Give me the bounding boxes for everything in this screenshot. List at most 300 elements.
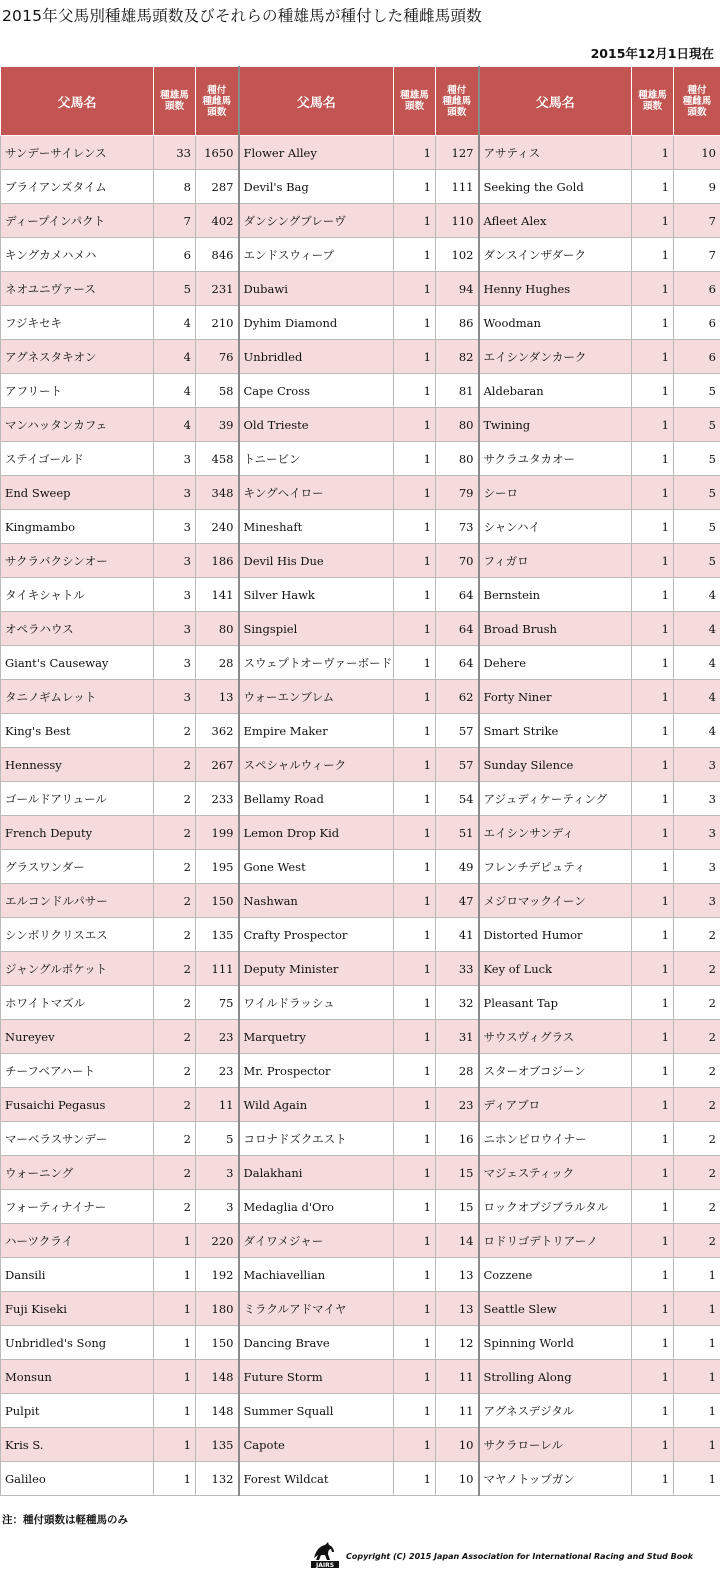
sire-name-cell: ロドリゴデトリアーノ [479,1224,632,1258]
stallion-count-cell: 1 [632,782,674,816]
mare-count-cell: 28 [196,646,239,680]
mare-count-cell: 3 [196,1156,239,1190]
footnote: 注：種付頭数は軽種馬のみ [2,1514,128,1526]
mare-count-cell: 39 [196,408,239,442]
sire-name-cell: Dalakhani [239,1156,394,1190]
header-stallion-count [394,67,436,136]
mare-count-cell: 79 [436,476,479,510]
header-mare-count [674,67,720,136]
mare-count-cell: 32 [436,986,479,1020]
mare-count-cell: 846 [196,238,239,272]
sire-name-cell: フォーティナイナー [1,1190,154,1224]
stallion-count-cell: 1 [632,680,674,714]
mare-count-cell: 31 [436,1020,479,1054]
sire-name-cell: エンドスウィープ [239,238,394,272]
stallion-count-cell: 1 [632,1326,674,1360]
mare-count-cell: 75 [196,986,239,1020]
stallion-count-cell: 1 [632,884,674,918]
sire-name-cell: シンボリクリスエス [1,918,154,952]
sire-name-cell: Machiavellian [239,1258,394,1292]
stallion-count-cell: 1 [632,952,674,986]
stallion-count-cell: 1 [394,340,436,374]
sire-name-cell: Kingmambo [1,510,154,544]
mare-count-cell: 58 [196,374,239,408]
mare-count-cell: 102 [436,238,479,272]
mare-count-cell: 233 [196,782,239,816]
jairs-logo [310,1540,340,1568]
mare-count-cell: 80 [196,612,239,646]
sire-name-cell: Devil His Due [239,544,394,578]
mare-count-cell: 5 [196,1122,239,1156]
mare-count-cell: 2 [674,1224,720,1258]
mare-count-cell: 7 [674,204,720,238]
stallion-count-cell: 6 [154,238,196,272]
mare-count-cell: 231 [196,272,239,306]
stallion-count-cell: 1 [394,510,436,544]
mare-count-cell: 4 [674,578,720,612]
table-row [1,918,720,952]
stallion-count-cell: 1 [632,204,674,238]
table-row [1,680,720,714]
sire-name-cell: サクラローレル [479,1428,632,1462]
sire-name-cell: Flower Alley [239,136,394,170]
mare-count-cell: 2 [674,1020,720,1054]
header-stallion-count-line1: 種雄馬 [638,90,667,101]
header-mare-count-line3: 頭数 [687,106,707,118]
stallion-count-cell: 1 [394,646,436,680]
sire-name-cell: Hennessy [1,748,154,782]
stallion-count-cell: 1 [154,1428,196,1462]
stallion-count-cell: 1 [394,714,436,748]
logo-text: JAIRS [315,1562,335,1568]
mare-count-cell: 1 [674,1462,720,1496]
mare-count-cell: 73 [436,510,479,544]
sire-name-cell: Gone West [239,850,394,884]
sire-name-cell: アグネスタキオン [1,340,154,374]
sire-name-cell: Crafty Prospector [239,918,394,952]
header-mare-count-line3: 頭数 [207,106,227,118]
mare-count-cell: 1 [674,1428,720,1462]
header-stallion-count-line1: 種雄馬 [160,90,189,101]
table-row [1,1292,720,1326]
mare-count-cell: 12 [436,1326,479,1360]
sire-name-cell: ホワイトマズル [1,986,154,1020]
mare-count-cell: 132 [196,1462,239,1496]
table-row [1,272,720,306]
mare-count-cell: 402 [196,204,239,238]
mare-count-cell: 1 [674,1292,720,1326]
sire-name-cell: Forty Niner [479,680,632,714]
stallion-count-cell: 1 [632,238,674,272]
mare-count-cell: 33 [436,952,479,986]
mare-count-cell: 3 [674,816,720,850]
sire-name-cell: Wild Again [239,1088,394,1122]
stallion-count-cell: 1 [154,1462,196,1496]
mare-count-cell: 2 [674,1156,720,1190]
header-sire-name: 父馬名 [479,67,632,136]
stallion-count-cell: 1 [632,306,674,340]
table-row [1,1462,720,1496]
sire-name-cell: Sunday Silence [479,748,632,782]
table-row [1,850,720,884]
sire-name-cell: Woodman [479,306,632,340]
mare-count-cell: 150 [196,1326,239,1360]
mare-count-cell: 64 [436,578,479,612]
mare-count-cell: 23 [196,1020,239,1054]
stallion-count-cell: 1 [632,544,674,578]
stallion-count-cell: 1 [394,1122,436,1156]
table-row [1,578,720,612]
mare-count-cell: 6 [674,306,720,340]
mare-count-cell: 348 [196,476,239,510]
stallion-count-cell: 1 [394,408,436,442]
sire-name-cell: タイキシャトル [1,578,154,612]
sire-name-cell: アジュディケーティング [479,782,632,816]
mare-count-cell: 13 [436,1258,479,1292]
header-sire-name: 父馬名 [1,67,154,136]
stallion-count-cell: 1 [632,476,674,510]
mare-count-cell: 2 [674,918,720,952]
mare-count-cell: 49 [436,850,479,884]
mare-count-cell: 94 [436,272,479,306]
mare-count-cell: 1 [674,1360,720,1394]
sire-name-cell: Empire Maker [239,714,394,748]
mare-count-cell: 57 [436,714,479,748]
stallion-count-cell: 8 [154,170,196,204]
mare-count-cell: 11 [196,1088,239,1122]
sire-name-cell: エルコンドルパサー [1,884,154,918]
stallion-count-cell: 1 [632,1054,674,1088]
horse-logo-icon [310,1540,340,1568]
stallion-count-cell: 1 [632,1360,674,1394]
stallion-count-cell: 3 [154,578,196,612]
stallion-count-cell: 1 [394,748,436,782]
table-row [1,136,720,170]
sire-name-cell: Mr. Prospector [239,1054,394,1088]
table-row [1,510,720,544]
header-sire-name: 父馬名 [239,67,394,136]
stallion-count-cell: 3 [154,680,196,714]
stallion-count-cell: 1 [394,272,436,306]
stallion-count-cell: 1 [394,442,436,476]
stallion-count-cell: 1 [394,884,436,918]
stallion-count-cell: 1 [632,374,674,408]
mare-count-cell: 4 [674,612,720,646]
mare-count-cell: 2 [674,1088,720,1122]
mare-count-cell: 4 [674,680,720,714]
stallion-count-cell: 1 [394,374,436,408]
stallion-count-cell: 4 [154,408,196,442]
stallion-count-cell: 1 [632,578,674,612]
stallion-count-cell: 1 [394,816,436,850]
sire-name-cell: ウォーニング [1,1156,154,1190]
sire-name-cell: Bernstein [479,578,632,612]
stallion-count-cell: 1 [394,238,436,272]
sire-name-cell: キングヘイロー [239,476,394,510]
table-row [1,1326,720,1360]
table-row [1,748,720,782]
stallion-count-cell: 1 [394,1394,436,1428]
stallion-count-cell: 3 [154,544,196,578]
sire-name-cell: Singspiel [239,612,394,646]
sire-name-cell: Nashwan [239,884,394,918]
sire-name-cell: フィガロ [479,544,632,578]
stallion-count-cell: 2 [154,952,196,986]
mare-count-cell: 41 [436,918,479,952]
stallion-count-cell: 4 [154,340,196,374]
stallion-count-cell: 1 [394,170,436,204]
stallion-count-cell: 4 [154,306,196,340]
stallion-count-cell: 1 [394,850,436,884]
sire-name-cell: Deputy Minister [239,952,394,986]
mare-count-cell: 51 [436,816,479,850]
sire-name-cell: ネオユニヴァース [1,272,154,306]
sire-name-cell: ゴールドアリュール [1,782,154,816]
mare-count-cell: 64 [436,646,479,680]
mare-count-cell: 2 [674,1122,720,1156]
stallion-count-cell: 1 [632,1020,674,1054]
header-stallion-count [154,67,196,136]
sire-name-cell: Fusaichi Pegasus [1,1088,154,1122]
table-row [1,170,720,204]
mare-count-cell: 23 [196,1054,239,1088]
sire-name-cell: ミラクルアドマイヤ [239,1292,394,1326]
sire-name-cell: Nureyev [1,1020,154,1054]
table-row [1,408,720,442]
stallion-count-cell: 1 [394,544,436,578]
sire-name-cell: Distorted Humor [479,918,632,952]
stallion-count-cell: 2 [154,850,196,884]
stallion-count-cell: 1 [394,578,436,612]
stallion-count-cell: 1 [394,1462,436,1496]
table-row [1,714,720,748]
stallion-count-cell: 1 [154,1360,196,1394]
sire-name-cell: スターオブコジーン [479,1054,632,1088]
stallion-count-cell: 1 [632,1394,674,1428]
mare-count-cell: 210 [196,306,239,340]
sire-name-cell: ディープインパクト [1,204,154,238]
mare-count-cell: 15 [436,1190,479,1224]
sire-name-cell: Dansili [1,1258,154,1292]
stallion-count-cell: 1 [632,1190,674,1224]
mare-count-cell: 28 [436,1054,479,1088]
sire-name-cell: トニービン [239,442,394,476]
sire-name-cell: ウォーエンブレム [239,680,394,714]
mare-count-cell: 3 [674,884,720,918]
sire-name-cell: Forest Wildcat [239,1462,394,1496]
stallion-count-cell: 1 [632,1462,674,1496]
table-row [1,1224,720,1258]
mare-count-cell: 150 [196,884,239,918]
sire-name-cell: マヤノトップガン [479,1462,632,1496]
stallion-count-cell: 2 [154,884,196,918]
sire-name-cell: Aldebaran [479,374,632,408]
stallion-count-cell: 2 [154,918,196,952]
sire-name-cell: マーベラスサンデー [1,1122,154,1156]
stallion-count-cell: 5 [154,272,196,306]
stallion-count-cell: 1 [154,1292,196,1326]
mare-count-cell: 5 [674,374,720,408]
sire-name-cell: Dyhim Diamond [239,306,394,340]
sire-name-cell: Future Storm [239,1360,394,1394]
sire-name-cell: サクラユタカオー [479,442,632,476]
sire-name-cell: ダイワメジャー [239,1224,394,1258]
sire-name-cell: Summer Squall [239,1394,394,1428]
sire-name-cell: Key of Luck [479,952,632,986]
mare-count-cell: 2 [674,986,720,1020]
mare-count-cell: 1 [674,1326,720,1360]
sire-name-cell: ディアブロ [479,1088,632,1122]
sire-name-cell: アグネスデジタル [479,1394,632,1428]
stallion-count-cell: 1 [632,442,674,476]
mare-count-cell: 4 [674,714,720,748]
mare-count-cell: 70 [436,544,479,578]
table-row [1,374,720,408]
sire-name-cell: Dancing Brave [239,1326,394,1360]
stallion-count-cell: 1 [632,714,674,748]
sire-name-cell: Spinning World [479,1326,632,1360]
mare-count-cell: 11 [436,1394,479,1428]
stallion-count-cell: 1 [632,986,674,1020]
mare-count-cell: 3 [674,850,720,884]
mare-count-cell: 5 [674,510,720,544]
mare-count-cell: 80 [436,442,479,476]
as-of-date: 2015年12月1日現在 [590,46,714,61]
mare-count-cell: 6 [674,272,720,306]
table-row [1,1020,720,1054]
table-row [1,646,720,680]
mare-count-cell: 267 [196,748,239,782]
sire-name-cell: キングカメハメハ [1,238,154,272]
sire-name-cell: サウスヴィグラス [479,1020,632,1054]
stallion-count-cell: 2 [154,1190,196,1224]
mare-count-cell: 10 [674,136,720,170]
mare-count-cell: 148 [196,1394,239,1428]
sire-name-cell: シャンハイ [479,510,632,544]
sire-name-cell: French Deputy [1,816,154,850]
mare-count-cell: 195 [196,850,239,884]
mare-count-cell: 54 [436,782,479,816]
sire-name-cell: Smart Strike [479,714,632,748]
stallion-count-cell: 1 [394,986,436,1020]
stallion-count-cell: 7 [154,204,196,238]
mare-count-cell: 458 [196,442,239,476]
stallion-count-cell: 2 [154,986,196,1020]
stallion-count-cell: 1 [154,1258,196,1292]
stallion-count-cell: 2 [154,816,196,850]
sire-name-cell: Old Trieste [239,408,394,442]
stallion-count-cell: 4 [154,374,196,408]
mare-count-cell: 7 [674,238,720,272]
sire-name-cell: Seattle Slew [479,1292,632,1326]
table-row [1,1054,720,1088]
sire-name-cell: グラスワンダー [1,850,154,884]
mare-count-cell: 110 [436,204,479,238]
mare-count-cell: 47 [436,884,479,918]
stallion-count-cell: 1 [632,1224,674,1258]
stallion-count-cell: 1 [632,646,674,680]
mare-count-cell: 86 [436,306,479,340]
sire-name-cell: Unbridled's Song [1,1326,154,1360]
stallion-table [0,66,720,1496]
sire-name-cell: ロックオブジブラルタル [479,1190,632,1224]
stallion-count-cell: 1 [632,272,674,306]
mare-count-cell: 64 [436,612,479,646]
sire-name-cell: Broad Brush [479,612,632,646]
stallion-count-cell: 1 [632,510,674,544]
mare-count-cell: 135 [196,1428,239,1462]
sire-name-cell: Bellamy Road [239,782,394,816]
sire-name-cell: Pleasant Tap [479,986,632,1020]
table-row [1,884,720,918]
sire-name-cell: マジェスティック [479,1156,632,1190]
mare-count-cell: 5 [674,544,720,578]
mare-count-cell: 9 [674,170,720,204]
stallion-count-cell: 3 [154,612,196,646]
mare-count-cell: 57 [436,748,479,782]
sire-name-cell: Devil's Bag [239,170,394,204]
sire-name-cell: チーフベアハート [1,1054,154,1088]
table-row [1,1258,720,1292]
mare-count-cell: 362 [196,714,239,748]
stallion-count-cell: 1 [394,1326,436,1360]
mare-count-cell: 111 [196,952,239,986]
mare-count-cell: 3 [196,1190,239,1224]
mare-count-cell: 6 [674,340,720,374]
stallion-count-cell: 3 [154,442,196,476]
stallion-count-cell: 3 [154,510,196,544]
stallion-count-cell: 1 [394,952,436,986]
stallion-count-cell: 2 [154,782,196,816]
table-row [1,476,720,510]
mare-count-cell: 199 [196,816,239,850]
table-row [1,612,720,646]
mare-count-cell: 1650 [196,136,239,170]
mare-count-cell: 287 [196,170,239,204]
mare-count-cell: 1 [674,1394,720,1428]
mare-count-cell: 82 [436,340,479,374]
sire-name-cell: ダンシングブレーヴ [239,204,394,238]
sire-name-cell: アフリート [1,374,154,408]
sire-name-cell: Marquetry [239,1020,394,1054]
mare-count-cell: 16 [436,1122,479,1156]
table-row [1,238,720,272]
table-row [1,306,720,340]
sire-name-cell: Mineshaft [239,510,394,544]
sire-name-cell: Fuji Kiseki [1,1292,154,1326]
stallion-count-cell: 1 [394,136,436,170]
sire-name-cell: Monsun [1,1360,154,1394]
stallion-count-cell: 1 [632,612,674,646]
stallion-count-cell: 3 [154,646,196,680]
copyright: Copyright (C) 2015 Japan Association for International Racing and Stud Book [346,1552,694,1561]
header-mare-count-line3: 頭数 [447,106,467,118]
mare-count-cell: 81 [436,374,479,408]
mare-count-cell: 5 [674,476,720,510]
sire-name-cell: サクラバクシンオー [1,544,154,578]
sire-name-cell: End Sweep [1,476,154,510]
mare-count-cell: 2 [674,1190,720,1224]
mare-count-cell: 13 [436,1292,479,1326]
mare-count-cell: 240 [196,510,239,544]
header-mare-count-line2: 種雌馬 [202,95,231,107]
stallion-count-cell: 1 [632,1258,674,1292]
table-row [1,1156,720,1190]
stallion-count-cell: 1 [632,1088,674,1122]
table-row [1,1122,720,1156]
sire-name-cell: Galileo [1,1462,154,1496]
table-row [1,1394,720,1428]
